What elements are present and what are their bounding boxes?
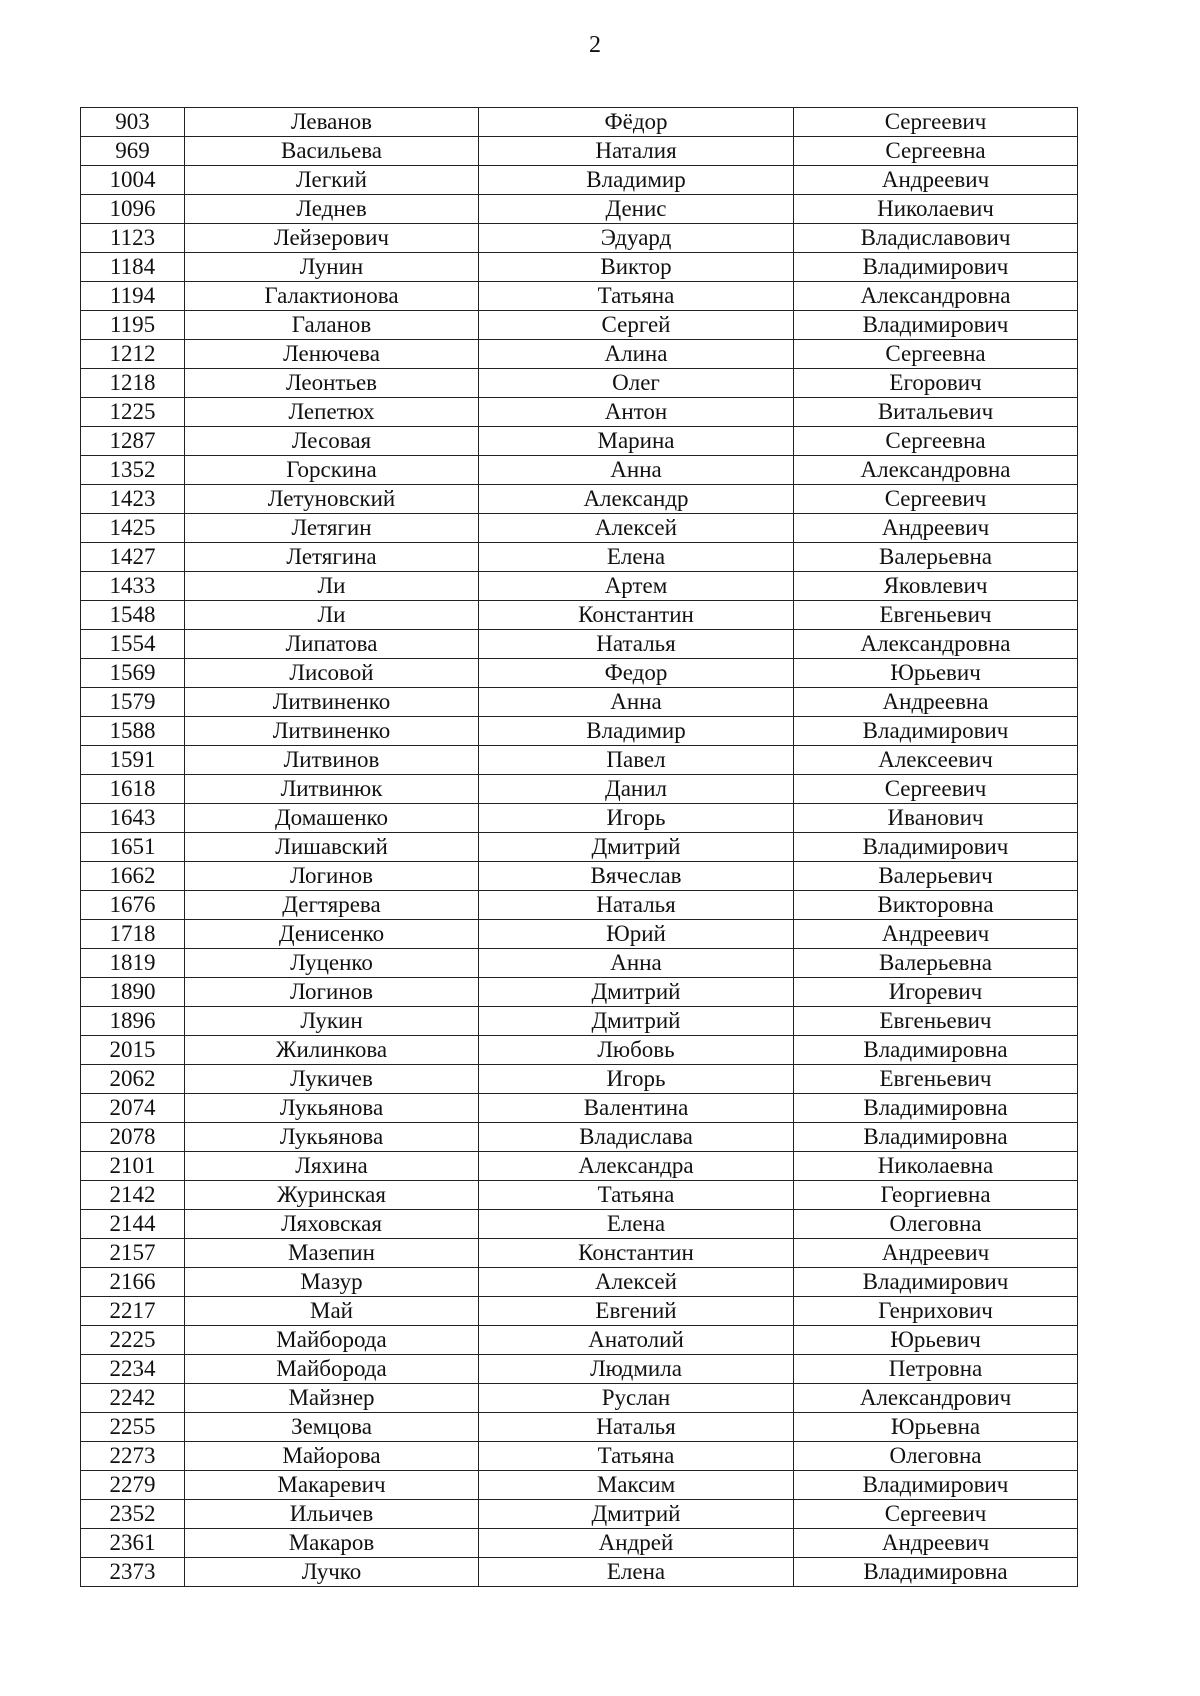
registry-number-cell: 1212 — [81, 340, 185, 369]
last-name-cell: Мазепин — [185, 1239, 479, 1268]
first-name-cell: Денис — [479, 195, 794, 224]
last-name-cell: Горскина — [185, 456, 479, 485]
first-name-cell: Анатолий — [479, 1326, 794, 1355]
first-name-cell: Наталья — [479, 1413, 794, 1442]
last-name-cell: Васильева — [185, 137, 479, 166]
first-name-cell: Дмитрий — [479, 1007, 794, 1036]
registry-number-cell: 2279 — [81, 1471, 185, 1500]
patronymic-cell: Сергеевич — [794, 485, 1078, 514]
registry-number-cell: 1195 — [81, 311, 185, 340]
first-name-cell: Владимир — [479, 717, 794, 746]
first-name-cell: Эдуард — [479, 224, 794, 253]
patronymic-cell: Сергеевна — [794, 340, 1078, 369]
first-name-cell: Александра — [479, 1152, 794, 1181]
registry-number-cell: 1718 — [81, 920, 185, 949]
registry-number-cell: 2373 — [81, 1558, 185, 1587]
last-name-cell: Лесовая — [185, 427, 479, 456]
last-name-cell: Литвиненко — [185, 717, 479, 746]
last-name-cell: Ляховская — [185, 1210, 479, 1239]
last-name-cell: Леонтьев — [185, 369, 479, 398]
table-row — [81, 1152, 1078, 1181]
patronymic-cell: Олеговна — [794, 1210, 1078, 1239]
patronymic-cell: Игоревич — [794, 978, 1078, 1007]
first-name-cell: Наталия — [479, 137, 794, 166]
table-row — [81, 1413, 1078, 1442]
last-name-cell: Лисовой — [185, 659, 479, 688]
last-name-cell: Лишавский — [185, 833, 479, 862]
registry-number-cell: 1287 — [81, 427, 185, 456]
last-name-cell: Дегтярева — [185, 891, 479, 920]
first-name-cell: Анна — [479, 949, 794, 978]
last-name-cell: Майборода — [185, 1326, 479, 1355]
last-name-cell: Лейзерович — [185, 224, 479, 253]
last-name-cell: Галактионова — [185, 282, 479, 311]
table-row — [81, 775, 1078, 804]
registry-number-cell: 2142 — [81, 1181, 185, 1210]
last-name-cell: Лукин — [185, 1007, 479, 1036]
last-name-cell: Луценко — [185, 949, 479, 978]
registry-number-cell: 1184 — [81, 253, 185, 282]
last-name-cell: Летягина — [185, 543, 479, 572]
registry-number-cell: 1427 — [81, 543, 185, 572]
patronymic-cell: Георгиевна — [794, 1181, 1078, 1210]
table-row — [81, 398, 1078, 427]
table-row — [81, 804, 1078, 833]
last-name-cell: Литвиненко — [185, 688, 479, 717]
patronymic-cell: Яковлевич — [794, 572, 1078, 601]
first-name-cell: Андрей — [479, 1529, 794, 1558]
patronymic-cell: Юрьевич — [794, 659, 1078, 688]
patronymic-cell: Алексеевич — [794, 746, 1078, 775]
patronymic-cell: Владимировна — [794, 1558, 1078, 1587]
first-name-cell: Сергей — [479, 311, 794, 340]
last-name-cell: Лучко — [185, 1558, 479, 1587]
table-row — [81, 1065, 1078, 1094]
registry-number-cell: 1618 — [81, 775, 185, 804]
registry-number-cell: 2166 — [81, 1268, 185, 1297]
table-row — [81, 688, 1078, 717]
table-row — [81, 891, 1078, 920]
table-row — [81, 311, 1078, 340]
patronymic-cell: Андреевич — [794, 1239, 1078, 1268]
first-name-cell: Любовь — [479, 1036, 794, 1065]
patronymic-cell: Александровна — [794, 456, 1078, 485]
table-row — [81, 1558, 1078, 1587]
registry-number-cell: 1676 — [81, 891, 185, 920]
roster-table — [80, 107, 1078, 1587]
last-name-cell: Майзнер — [185, 1384, 479, 1413]
patronymic-cell: Владимирович — [794, 311, 1078, 340]
registry-number-cell: 1004 — [81, 166, 185, 195]
first-name-cell: Игорь — [479, 1065, 794, 1094]
table-row — [81, 1210, 1078, 1239]
last-name-cell: Лепетюх — [185, 398, 479, 427]
first-name-cell: Юрий — [479, 920, 794, 949]
page-number: 2 — [589, 32, 601, 58]
patronymic-cell: Владимировна — [794, 1036, 1078, 1065]
first-name-cell: Елена — [479, 1558, 794, 1587]
first-name-cell: Людмила — [479, 1355, 794, 1384]
patronymic-cell: Юрьевна — [794, 1413, 1078, 1442]
first-name-cell: Алексей — [479, 1268, 794, 1297]
patronymic-cell: Евгеньевич — [794, 1065, 1078, 1094]
registry-number-cell: 2225 — [81, 1326, 185, 1355]
patronymic-cell: Сергеевна — [794, 137, 1078, 166]
first-name-cell: Алексей — [479, 514, 794, 543]
last-name-cell: Ляхина — [185, 1152, 479, 1181]
table-row — [81, 717, 1078, 746]
last-name-cell: Летуновский — [185, 485, 479, 514]
last-name-cell: Майорова — [185, 1442, 479, 1471]
patronymic-cell: Владимирович — [794, 717, 1078, 746]
table-row — [81, 978, 1078, 1007]
table-row — [81, 1384, 1078, 1413]
table-row — [81, 1007, 1078, 1036]
last-name-cell: Леднев — [185, 195, 479, 224]
patronymic-cell: Андреевич — [794, 920, 1078, 949]
registry-number-cell: 1579 — [81, 688, 185, 717]
first-name-cell: Анна — [479, 688, 794, 717]
table-row — [81, 920, 1078, 949]
table-row — [81, 949, 1078, 978]
first-name-cell: Дмитрий — [479, 1500, 794, 1529]
patronymic-cell: Евгеньевич — [794, 601, 1078, 630]
registry-number-cell: 1096 — [81, 195, 185, 224]
registry-number-cell: 2074 — [81, 1094, 185, 1123]
last-name-cell: Галанов — [185, 311, 479, 340]
registry-number-cell: 1554 — [81, 630, 185, 659]
last-name-cell: Лукьянова — [185, 1123, 479, 1152]
registry-number-cell: 1643 — [81, 804, 185, 833]
last-name-cell: Ли — [185, 601, 479, 630]
table-row — [81, 630, 1078, 659]
registry-number-cell: 2255 — [81, 1413, 185, 1442]
patronymic-cell: Андреевна — [794, 688, 1078, 717]
first-name-cell: Константин — [479, 601, 794, 630]
first-name-cell: Марина — [479, 427, 794, 456]
registry-number-cell: 1352 — [81, 456, 185, 485]
first-name-cell: Руслан — [479, 1384, 794, 1413]
registry-number-cell: 1433 — [81, 572, 185, 601]
patronymic-cell: Александровна — [794, 282, 1078, 311]
patronymic-cell: Сергеевич — [794, 775, 1078, 804]
registry-number-cell: 2015 — [81, 1036, 185, 1065]
first-name-cell: Федор — [479, 659, 794, 688]
table-row — [81, 1529, 1078, 1558]
table-row — [81, 659, 1078, 688]
registry-number-cell: 1425 — [81, 514, 185, 543]
table-row — [81, 137, 1078, 166]
table-row — [81, 108, 1078, 137]
registry-number-cell: 1423 — [81, 485, 185, 514]
first-name-cell: Алина — [479, 340, 794, 369]
registry-number-cell: 2144 — [81, 1210, 185, 1239]
table-row — [81, 1471, 1078, 1500]
first-name-cell: Татьяна — [479, 1442, 794, 1471]
last-name-cell: Лукичев — [185, 1065, 479, 1094]
table-row — [81, 746, 1078, 775]
first-name-cell: Дмитрий — [479, 978, 794, 1007]
patronymic-cell: Владимировна — [794, 1094, 1078, 1123]
table-row — [81, 1326, 1078, 1355]
first-name-cell: Татьяна — [479, 1181, 794, 1210]
first-name-cell: Валентина — [479, 1094, 794, 1123]
last-name-cell: Леванов — [185, 108, 479, 137]
first-name-cell: Татьяна — [479, 282, 794, 311]
first-name-cell: Антон — [479, 398, 794, 427]
first-name-cell: Фёдор — [479, 108, 794, 137]
registry-number-cell: 2157 — [81, 1239, 185, 1268]
registry-number-cell: 1651 — [81, 833, 185, 862]
last-name-cell: Логинов — [185, 978, 479, 1007]
last-name-cell: Лукьянова — [185, 1094, 479, 1123]
first-name-cell: Данил — [479, 775, 794, 804]
patronymic-cell: Валерьевич — [794, 862, 1078, 891]
table-row — [81, 1094, 1078, 1123]
registry-number-cell: 1662 — [81, 862, 185, 891]
first-name-cell: Наталья — [479, 630, 794, 659]
table-row — [81, 1239, 1078, 1268]
last-name-cell: Литвинюк — [185, 775, 479, 804]
registry-number-cell: 2101 — [81, 1152, 185, 1181]
first-name-cell: Владимир — [479, 166, 794, 195]
patronymic-cell: Викторовна — [794, 891, 1078, 920]
patronymic-cell: Николаевна — [794, 1152, 1078, 1181]
first-name-cell: Павел — [479, 746, 794, 775]
last-name-cell: Липатова — [185, 630, 479, 659]
registry-number-cell: 903 — [81, 108, 185, 137]
patronymic-cell: Владимировна — [794, 1123, 1078, 1152]
table-row — [81, 282, 1078, 311]
table-row — [81, 1268, 1078, 1297]
last-name-cell: Ленючева — [185, 340, 479, 369]
registry-number-cell: 2217 — [81, 1297, 185, 1326]
table-row — [81, 224, 1078, 253]
table-row — [81, 369, 1078, 398]
last-name-cell: Литвинов — [185, 746, 479, 775]
patronymic-cell: Сергеевна — [794, 427, 1078, 456]
registry-number-cell: 2273 — [81, 1442, 185, 1471]
first-name-cell: Вячеслав — [479, 862, 794, 891]
registry-number-cell: 1569 — [81, 659, 185, 688]
patronymic-cell: Владимирович — [794, 833, 1078, 862]
registry-number-cell: 2361 — [81, 1529, 185, 1558]
last-name-cell: Денисенко — [185, 920, 479, 949]
patronymic-cell: Николаевич — [794, 195, 1078, 224]
last-name-cell: Макаревич — [185, 1471, 479, 1500]
patronymic-cell: Владимирович — [794, 253, 1078, 282]
table-row — [81, 1297, 1078, 1326]
last-name-cell: Логинов — [185, 862, 479, 891]
last-name-cell: Мазур — [185, 1268, 479, 1297]
patronymic-cell: Владимирович — [794, 1268, 1078, 1297]
patronymic-cell: Петровна — [794, 1355, 1078, 1384]
table-row — [81, 195, 1078, 224]
last-name-cell: Май — [185, 1297, 479, 1326]
patronymic-cell: Сергеевич — [794, 108, 1078, 137]
table-row — [81, 1036, 1078, 1065]
table-row — [81, 514, 1078, 543]
last-name-cell: Ли — [185, 572, 479, 601]
patronymic-cell: Генрихович — [794, 1297, 1078, 1326]
last-name-cell: Земцова — [185, 1413, 479, 1442]
patronymic-cell: Валерьевна — [794, 543, 1078, 572]
patronymic-cell: Андреевич — [794, 166, 1078, 195]
last-name-cell: Ильичев — [185, 1500, 479, 1529]
patronymic-cell: Витальевич — [794, 398, 1078, 427]
table-row — [81, 1442, 1078, 1471]
registry-number-cell: 2242 — [81, 1384, 185, 1413]
last-name-cell: Жилинкова — [185, 1036, 479, 1065]
patronymic-cell: Владимирович — [794, 1471, 1078, 1500]
registry-number-cell: 1123 — [81, 224, 185, 253]
table-row — [81, 456, 1078, 485]
first-name-cell: Виктор — [479, 253, 794, 282]
first-name-cell: Дмитрий — [479, 833, 794, 862]
table-row — [81, 427, 1078, 456]
patronymic-cell: Иванович — [794, 804, 1078, 833]
first-name-cell: Анна — [479, 456, 794, 485]
table-row — [81, 166, 1078, 195]
first-name-cell: Евгений — [479, 1297, 794, 1326]
patronymic-cell: Егорович — [794, 369, 1078, 398]
first-name-cell: Елена — [479, 543, 794, 572]
registry-number-cell: 2234 — [81, 1355, 185, 1384]
patronymic-cell: Андреевич — [794, 1529, 1078, 1558]
last-name-cell: Майборода — [185, 1355, 479, 1384]
last-name-cell: Макаров — [185, 1529, 479, 1558]
first-name-cell: Елена — [479, 1210, 794, 1239]
patronymic-cell: Евгеньевич — [794, 1007, 1078, 1036]
table-row — [81, 572, 1078, 601]
registry-number-cell: 1819 — [81, 949, 185, 978]
patronymic-cell: Владиславович — [794, 224, 1078, 253]
first-name-cell: Александр — [479, 485, 794, 514]
registry-number-cell: 2078 — [81, 1123, 185, 1152]
registry-number-cell: 1896 — [81, 1007, 185, 1036]
patronymic-cell: Валерьевна — [794, 949, 1078, 978]
patronymic-cell: Александровна — [794, 630, 1078, 659]
first-name-cell: Наталья — [479, 891, 794, 920]
table-row — [81, 340, 1078, 369]
table-row — [81, 1500, 1078, 1529]
registry-number-cell: 1194 — [81, 282, 185, 311]
table-row — [81, 1181, 1078, 1210]
patronymic-cell: Сергеевич — [794, 1500, 1078, 1529]
first-name-cell: Константин — [479, 1239, 794, 1268]
table-row — [81, 485, 1078, 514]
last-name-cell: Летягин — [185, 514, 479, 543]
registry-number-cell: 1890 — [81, 978, 185, 1007]
first-name-cell: Игорь — [479, 804, 794, 833]
patronymic-cell: Андреевич — [794, 514, 1078, 543]
table-row — [81, 1123, 1078, 1152]
registry-number-cell: 1591 — [81, 746, 185, 775]
table-row — [81, 543, 1078, 572]
last-name-cell: Домашенко — [185, 804, 479, 833]
patronymic-cell: Олеговна — [794, 1442, 1078, 1471]
first-name-cell: Артем — [479, 572, 794, 601]
roster-table-body — [81, 108, 1078, 1587]
last-name-cell: Лунин — [185, 253, 479, 282]
table-row — [81, 1355, 1078, 1384]
patronymic-cell: Юрьевич — [794, 1326, 1078, 1355]
first-name-cell: Максим — [479, 1471, 794, 1500]
table-row — [81, 833, 1078, 862]
registry-number-cell: 2062 — [81, 1065, 185, 1094]
last-name-cell: Журинская — [185, 1181, 479, 1210]
table-row — [81, 253, 1078, 282]
registry-number-cell: 969 — [81, 137, 185, 166]
patronymic-cell: Александрович — [794, 1384, 1078, 1413]
first-name-cell: Олег — [479, 369, 794, 398]
registry-number-cell: 2352 — [81, 1500, 185, 1529]
registry-number-cell: 1218 — [81, 369, 185, 398]
table-row — [81, 862, 1078, 891]
registry-number-cell: 1588 — [81, 717, 185, 746]
last-name-cell: Легкий — [185, 166, 479, 195]
registry-number-cell: 1548 — [81, 601, 185, 630]
table-row — [81, 601, 1078, 630]
registry-number-cell: 1225 — [81, 398, 185, 427]
first-name-cell: Владислава — [479, 1123, 794, 1152]
